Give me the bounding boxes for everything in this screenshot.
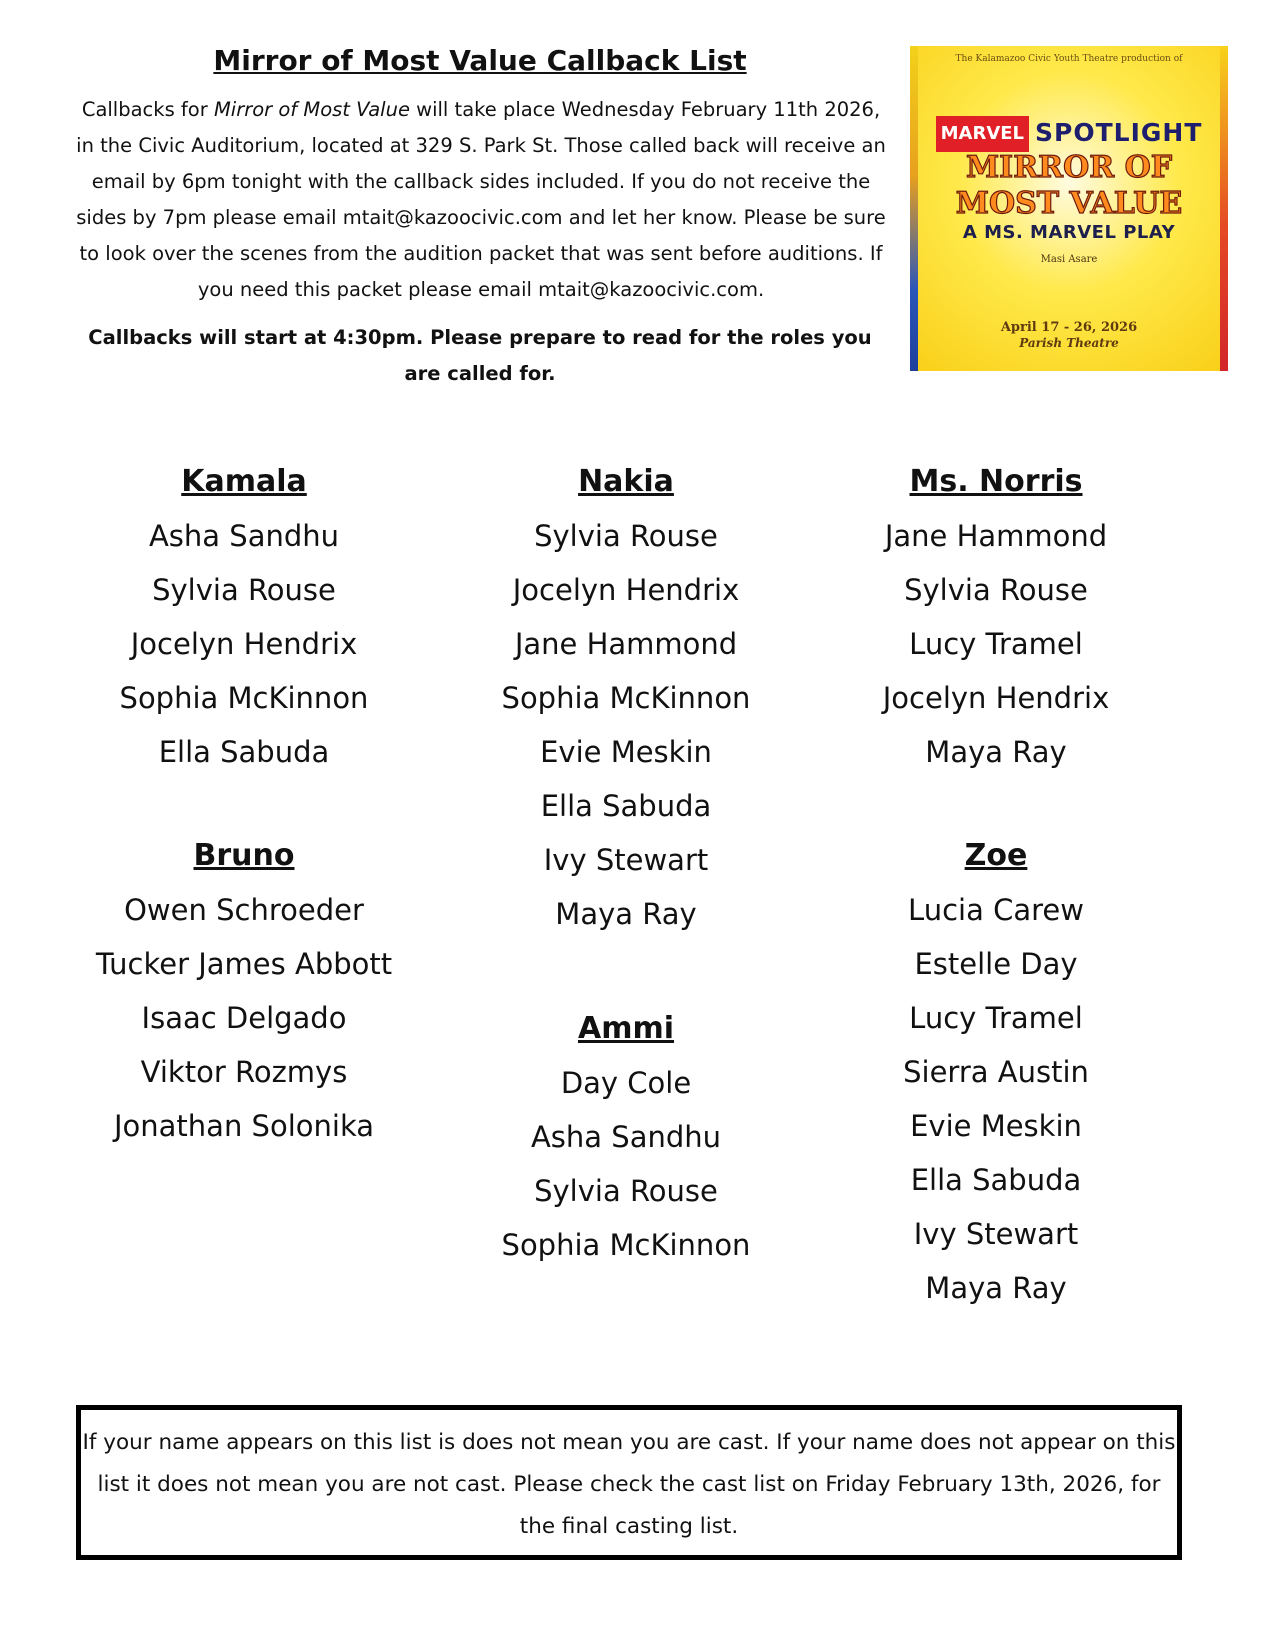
role-heading: Bruno [193,838,295,873]
poster-producer: The Kalamazoo Civic Youth Theatre production of [955,54,1183,64]
poster-brand-row [910,116,1228,152]
role-heading: Nakia [578,464,674,499]
cast-name: Day Cole [560,1066,692,1100]
cast-name: Lucy Tramel [909,1001,1083,1035]
role-block-bruno [64,829,424,1153]
cast-name: Jocelyn Hendrix [512,573,740,607]
poster-author: Masi Asare [1040,254,1098,265]
cast-name: Evie Meskin [540,735,712,769]
callback-time-notice: Callbacks will start at 4:30pm. Please prepare to read for the roles you are called for. [88,326,872,385]
role-block-zoe [816,829,1176,1315]
cast-name: Ivy Stewart [543,843,709,877]
role-heading: Ms. Norris [909,464,1083,499]
cast-name: Lucy Tramel [909,627,1083,661]
cast-name: Jane Hammond [514,627,738,661]
page-title: Mirror of Most Value Callback List [213,44,747,77]
cast-name: Sophia McKinnon [119,681,369,715]
cast-name: Ella Sabuda [910,1163,1082,1197]
role-heading: Ammi [577,1011,675,1046]
cast-name: Sophia McKinnon [501,1228,751,1262]
role-block-kamala [64,455,424,779]
poster-title-line1: MIRROR OF [965,150,1173,185]
cast-name: Jane Hammond [884,519,1108,553]
role-block-nakia [446,455,806,941]
cast-name: Tucker James Abbott [95,947,393,981]
intro-paragraph [72,92,890,308]
cast-name: Lucia Carew [908,893,1084,927]
cast-name: Viktor Rozmys [140,1055,348,1089]
cast-name: Ella Sabuda [540,789,712,823]
role-heading: Zoe [964,838,1028,873]
cast-name: Jocelyn Hendrix [882,681,1110,715]
poster-venue: Parish Theatre [1019,336,1119,350]
role-block-ms-norris [816,455,1176,779]
cast-name: Sylvia Rouse [534,519,718,553]
cast-name: Maya Ray [555,897,697,931]
poster-series: SPOTLIGHT [1035,118,1203,147]
cast-name: Owen Schroeder [124,893,364,927]
intro-body: will take place Wednesday February 11th 2026, in the Civic Auditorium, located at 329 S. Park St. Those called back will receive an email by 6pm tonight with the callback sides included. If you do not receive the sides by 7pm please email mtait@kazoocivic.com and let her know. Please be sure to look over the scenes from the audition packet that was sent before auditions. If you need this packet please email mtait@kazoocivic.com. [76,98,886,301]
disclaimer-box: If your name appears on this list is does not mean you are cast. If your name does not appear on this list it does not mean you are not cast. Please check the cast list on Friday February 13th, 2026, for the final casting list. [76,1405,1182,1560]
intro-show-title: Mirror of Most Value [213,98,410,121]
marvel-logo: MARVEL [936,116,1029,152]
cast-name: Maya Ray [925,1271,1067,1305]
cast-name: Sophia McKinnon [501,681,751,715]
poster-title [910,150,1228,222]
cast-name: Sylvia Rouse [904,573,1088,607]
cast-name: Sierra Austin [903,1055,1089,1089]
cast-name: Ella Sabuda [158,735,330,769]
show-poster [910,46,1228,371]
cast-name: Evie Meskin [910,1109,1082,1143]
intro-lead: Callbacks for [81,98,214,121]
cast-name: Maya Ray [925,735,1067,769]
cast-name: Sylvia Rouse [152,573,336,607]
role-block-ammi [446,1002,806,1272]
poster-title-line2: MOST VALUE [955,186,1183,221]
cast-name: Jonathan Solonika [113,1109,374,1143]
cast-name: Asha Sandhu [530,1120,722,1154]
role-heading: Kamala [181,464,307,499]
poster-subtitle: A MS. MARVEL PLAY [962,222,1176,243]
cast-name: Sylvia Rouse [534,1174,718,1208]
cast-name: Ivy Stewart [913,1217,1079,1251]
poster-dates: April 17 - 26, 2026 [1000,320,1138,335]
cast-name: Estelle Day [914,947,1078,981]
cast-name: Jocelyn Hendrix [130,627,358,661]
cast-name: Isaac Delgado [141,1001,347,1035]
cast-name: Asha Sandhu [148,519,340,553]
